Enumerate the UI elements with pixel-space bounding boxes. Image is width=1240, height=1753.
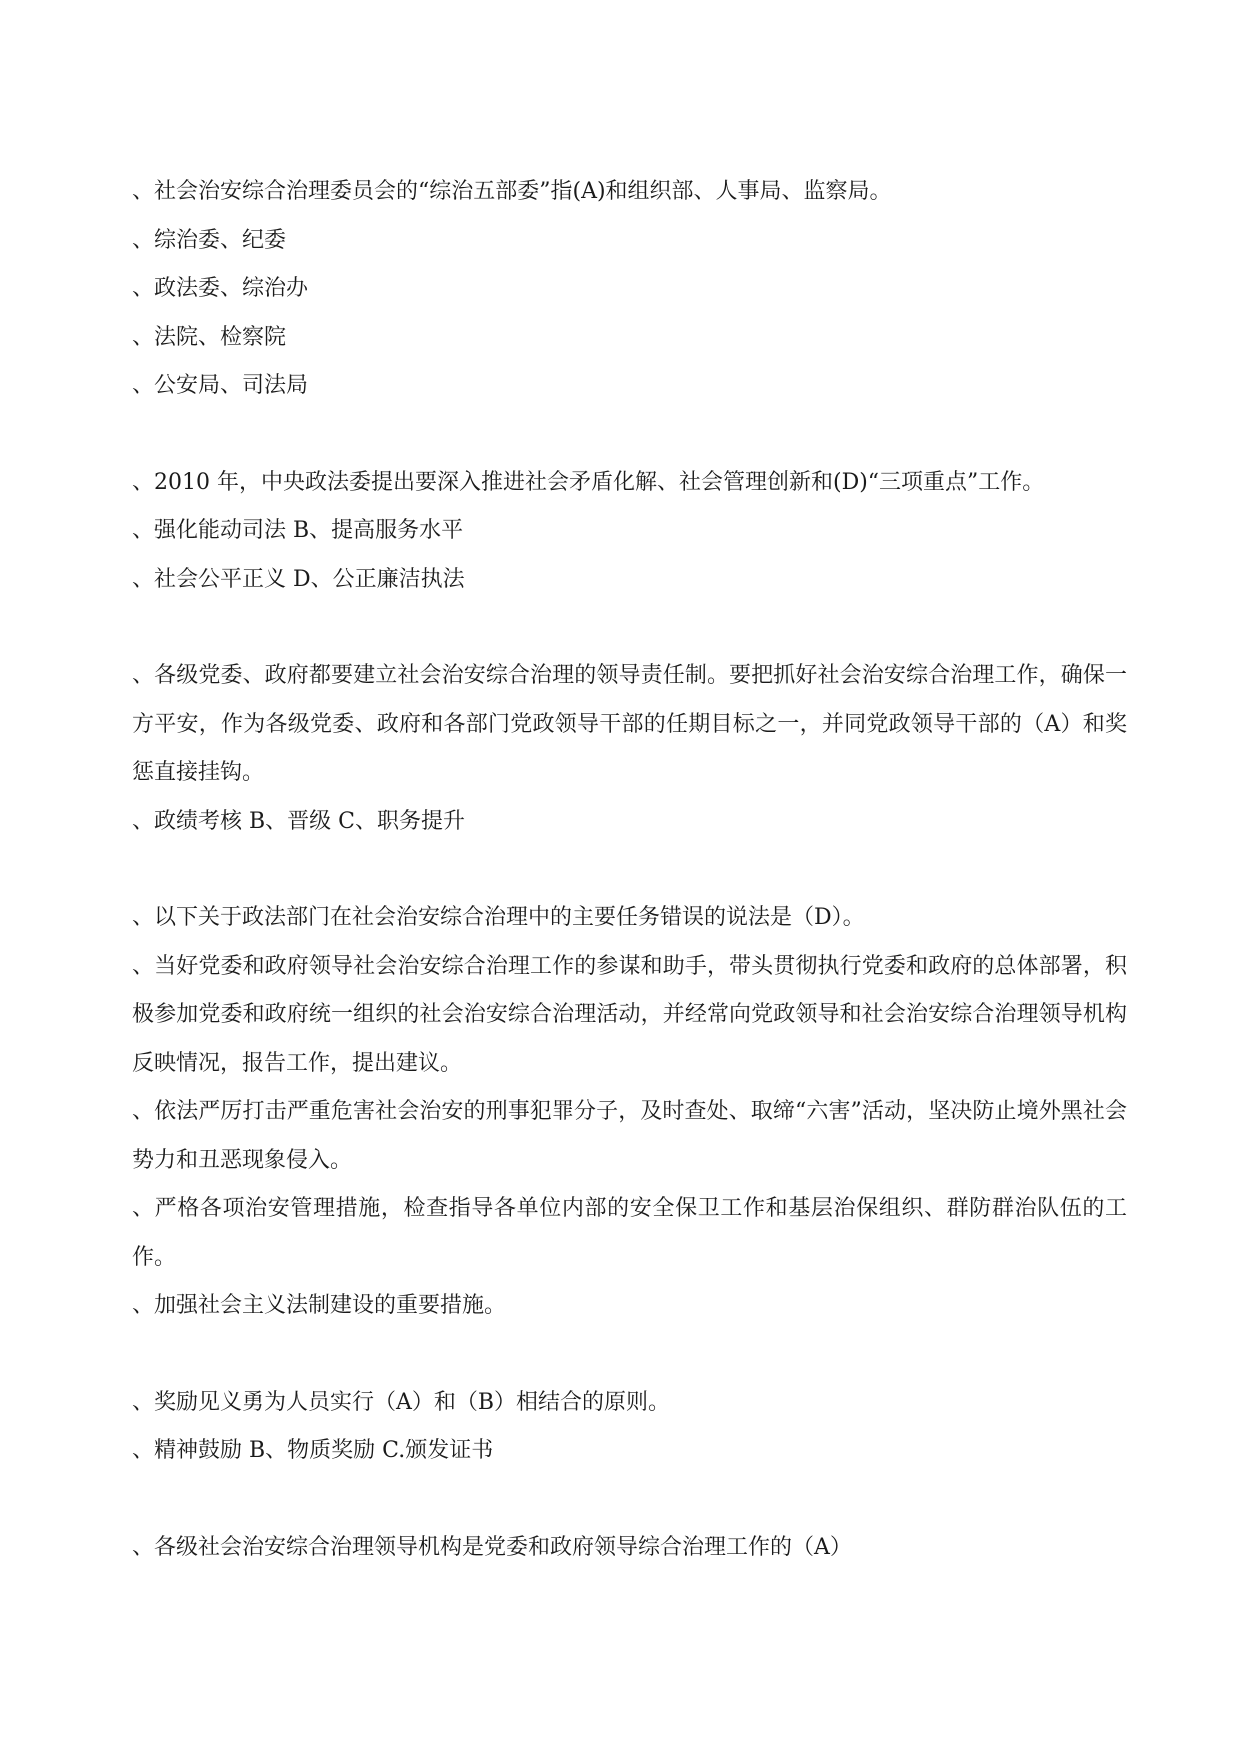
answer-option: 、公安局、司法局 (132, 373, 309, 398)
question-stem: 、社会治安综合治理委员会的“综治五部委”指(A)和组织部、人事局、监察局。 (132, 179, 892, 204)
question-stem: 、奖励见义勇为人员实行（A）和（B）相结合的原则。 (132, 1389, 671, 1415)
answer-option: 、严格各项治安管理措施，检查指导各单位内部的安全保卫工作和基层治保组织、群防群治队伍的工作。 (132, 1196, 1127, 1270)
question-stem: 、各级党委、政府都要建立社会治安综合治理的领导责任制。要把抓好社会治安综合治理工作，确保一方平安，作为各级党委、政府和各部门党政领导干部的任期目标之一，并同党政领导干部的（A）和奖惩直接挂钩。 (132, 663, 1127, 785)
answer-option: 、法院、检察院 (132, 324, 287, 350)
question-stem: 、2010 年，中央政法委提出要深入推进社会矛盾化解、社会管理创新和(D)“三项重点”工作。 (132, 469, 1045, 495)
question-4 (132, 894, 1127, 1331)
question-5 (132, 1379, 1127, 1476)
answer-option: 、当好党委和政府领导社会治安综合治理工作的参谋和助手，带头贯彻执行党委和政府的总体部署，积极参加党委和政府统一组织的社会治安综合治理活动，并经常向党政领导和社会治安综合治理领导机构反映情况，报告工作，提出建议。 (132, 953, 1127, 1076)
answer-option: 、政绩考核 B、晋级 C、职务提升 (132, 808, 465, 834)
answer-option: 、依法严厉打击严重危害社会治安的刑事犯罪分子，及时查处、取缔“六害”活动，坚决防止境外黑社会势力和丑恶现象侵入。 (132, 1099, 1127, 1173)
answer-option: 、加强社会主义法制建设的重要措施。 (132, 1293, 507, 1318)
question-stem: 、各级社会治安综合治理领导机构是党委和政府领导综合治理工作的（A） (132, 1534, 852, 1560)
answer-option: 、精神鼓励 B、物质奖励 C.颁发证书 (132, 1438, 494, 1463)
question-6 (132, 1524, 1127, 1573)
answer-option: 、综治委、纪委 (132, 227, 287, 253)
answer-option: 、社会公平正义 D、公正廉洁执法 (132, 566, 465, 592)
answer-option: 、强化能动司法 B、提高服务水平 (132, 518, 464, 543)
question-2 (132, 459, 1127, 605)
question-3 (132, 652, 1127, 846)
answer-option: 、政法委、综治办 (132, 276, 309, 301)
question-stem: 、以下关于政法部门在社会治安综合治理中的主要任务错误的说法是（D）。 (132, 905, 865, 930)
question-1 (132, 168, 1127, 411)
document-body (132, 168, 1127, 1620)
